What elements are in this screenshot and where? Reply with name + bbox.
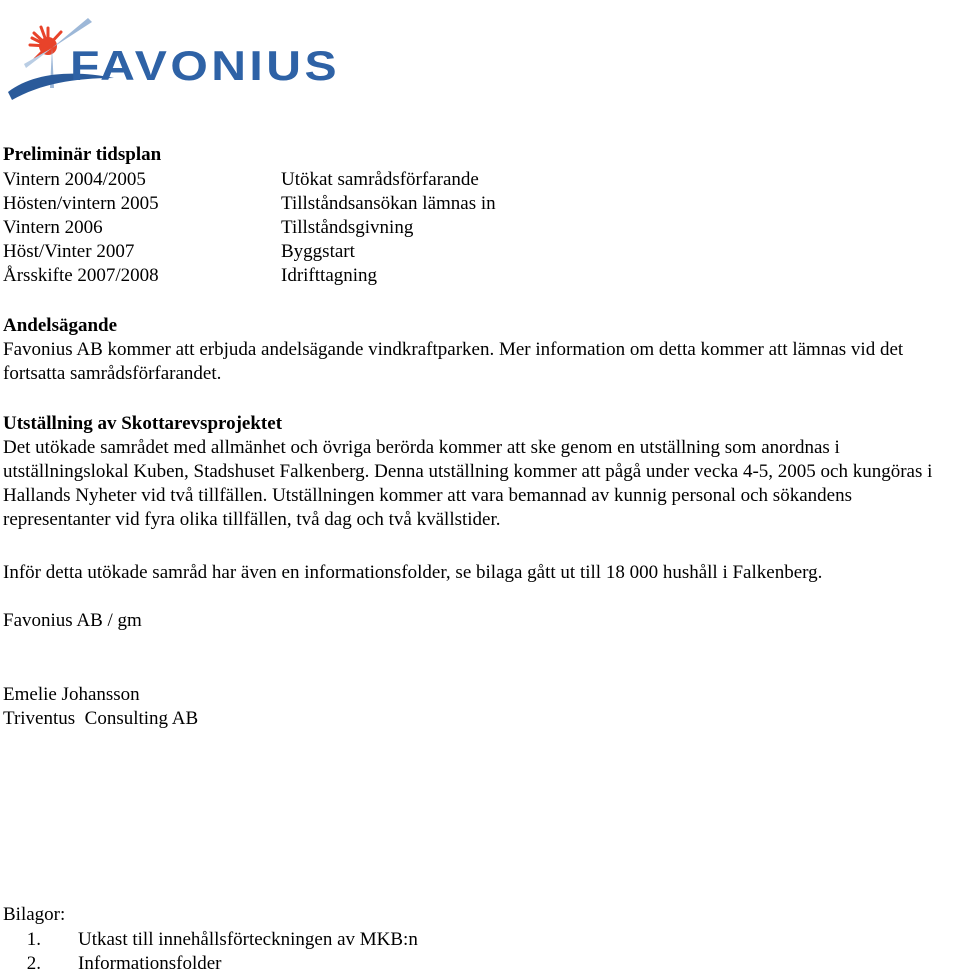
schedule-row [3, 264, 496, 288]
schedule-event: Tillståndsgivning [281, 217, 414, 238]
schedule-row [3, 168, 496, 192]
ownership-heading: Andelsägande [3, 315, 118, 336]
list-number: 1. [26, 929, 41, 950]
list-text: Informationsfolder [78, 953, 222, 974]
list-item [3, 928, 956, 952]
schedule-time: Höst/Vinter 2007 [3, 241, 135, 262]
schedule-time: Vintern 2004/2005 [3, 169, 146, 190]
signature-company: Triventus Consulting AB [3, 708, 199, 729]
favonius-logo-graphic [4, 12, 344, 104]
favonius-logo [4, 12, 344, 104]
schedule-row [3, 240, 496, 264]
attachments-list [3, 928, 956, 976]
logo-wordmark: FAVONIUS [70, 42, 340, 89]
sun-icon [30, 27, 61, 59]
schedule-event: Tillståndsansökan lämnas in [281, 193, 496, 214]
attachments-label: Bilagor: [3, 904, 66, 925]
exhibition-body: Det utökade samrådet med allmänhet och övriga berörda kommer att ske genom en utställning som anordnas i utställningslokal Kuben, Stadshuset Falkenberg. Denna utställning kommer att pågå under vecka 4-5, 2005 och kungöras i Hallands Nyheter vid två tillfällen. Utställningen kommer att vara bemannad av kunnig personal och sökandens representanter vid fyra olika tillfällen, två dag och två kvällstider. [3, 437, 933, 530]
schedule-time: Vintern 2006 [3, 217, 103, 238]
folder-note: Inför detta utökade samråd har även en informationsfolder, se bilaga gått ut till 18 000 hushåll i Falkenberg. [3, 562, 823, 583]
schedule-time: Hösten/vintern 2005 [3, 193, 159, 214]
ownership-body: Favonius AB kommer att erbjuda andelsägande vindkraftparken. Mer information om detta kommer att lämnas vid det fortsatta samrådsförfarandet. [3, 339, 904, 384]
list-item [3, 952, 956, 976]
schedule-time: Årsskifte 2007/2008 [3, 265, 159, 286]
schedule-row [3, 192, 496, 216]
signoff: Favonius AB / gm [3, 610, 142, 631]
schedule-event: Idrifttagning [281, 265, 378, 286]
signature-name: Emelie Johansson [3, 684, 140, 705]
schedule-table [3, 168, 496, 288]
list-text: Utkast till innehållsförteckningen av MKB:n [78, 929, 418, 950]
list-number: 2. [26, 953, 41, 974]
schedule-event: Utökat samrådsförfarande [281, 169, 479, 190]
schedule-heading: Preliminär tidsplan [3, 144, 162, 165]
exhibition-heading: Utställning av Skottarevsprojektet [3, 413, 283, 434]
schedule-event: Byggstart [281, 241, 355, 262]
schedule-row [3, 216, 496, 240]
